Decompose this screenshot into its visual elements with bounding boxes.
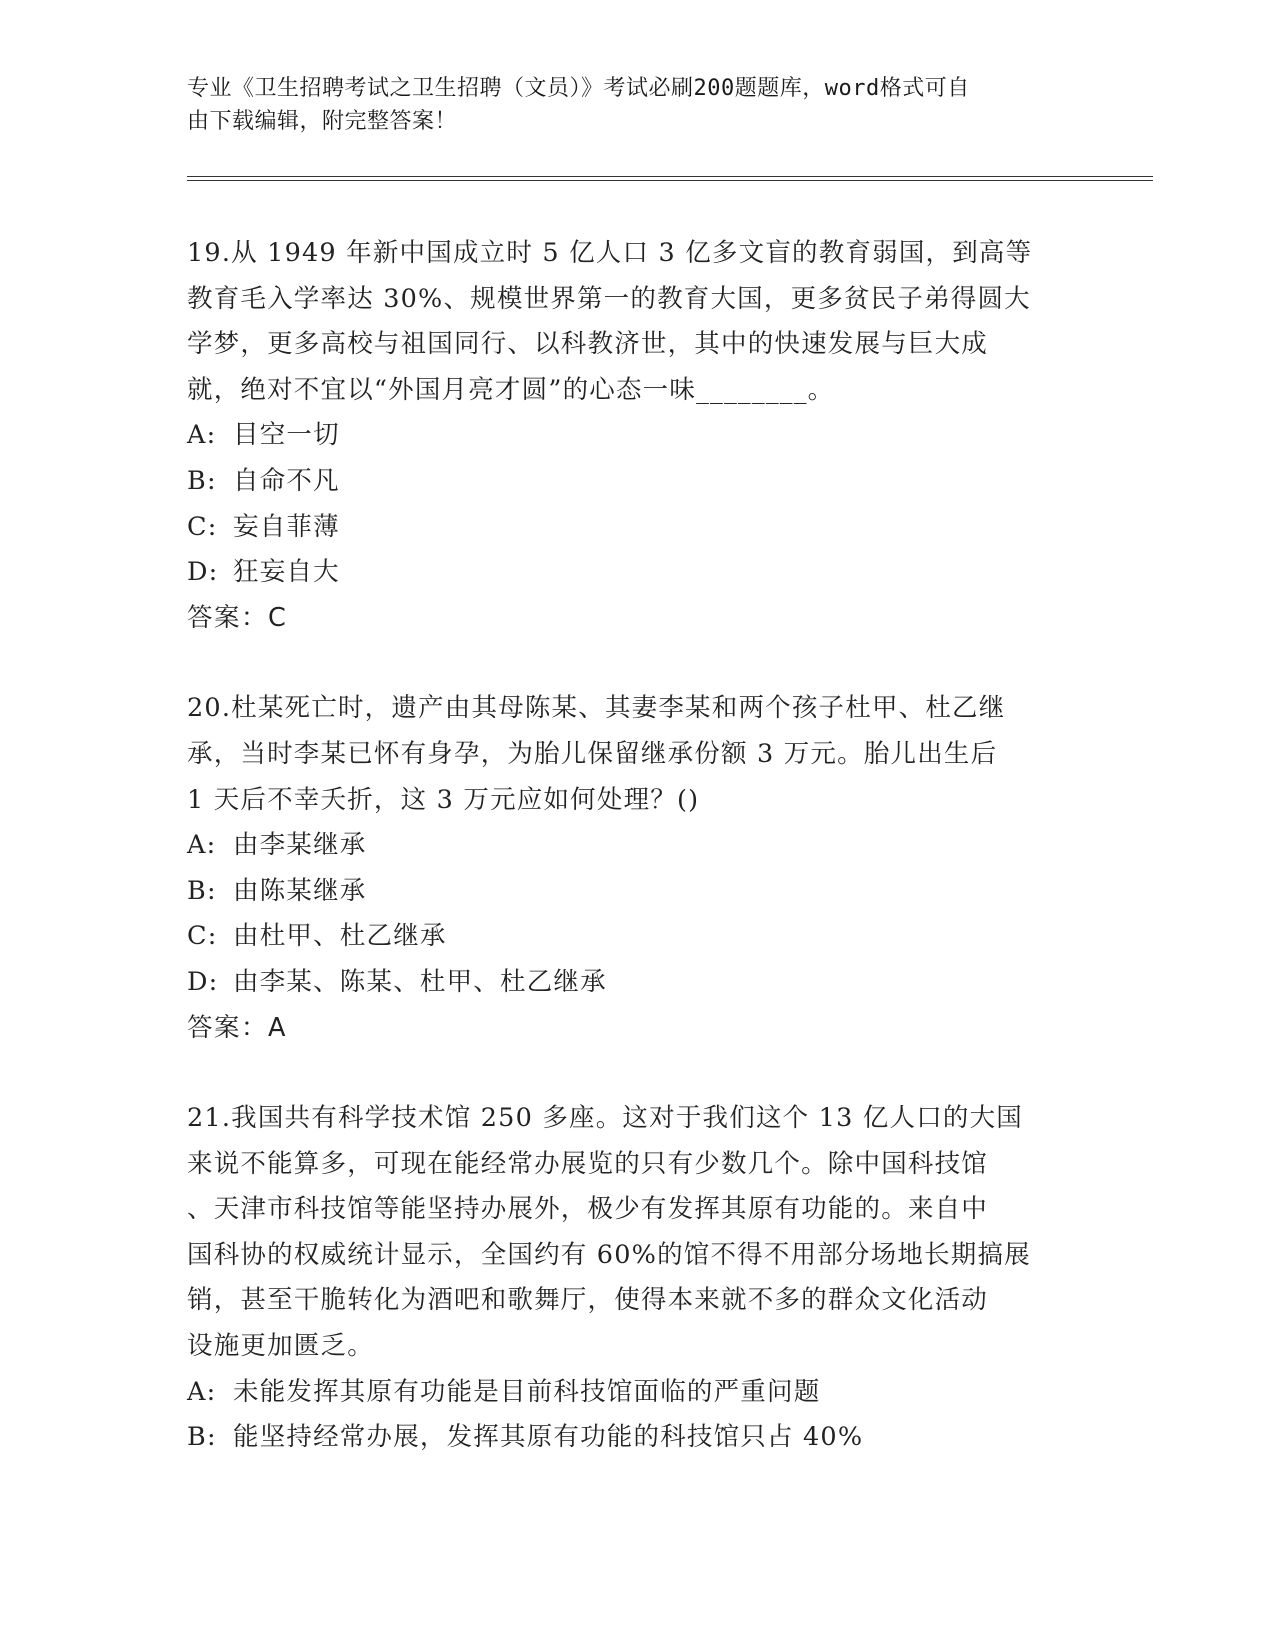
- question-stem-line: 承，当时李某已怀有身孕，为胎儿保留继承份额 3 万元。胎儿出生后: [187, 738, 998, 769]
- question-stem-line: 销，甚至干脆转化为酒吧和歌舞厅，使得本来就不多的群众文化活动: [187, 1285, 989, 1316]
- option-d: [187, 960, 1087, 1006]
- question-19: [187, 231, 1087, 641]
- option-key: D:: [187, 557, 219, 588]
- option-text: 目空一切: [233, 420, 340, 451]
- option-text: 由李某继承: [233, 830, 367, 861]
- option-a: [187, 413, 1087, 459]
- question-stem-line: 1 天后不幸夭折，这 3 万元应如何处理？(): [187, 784, 700, 815]
- option-text: 能坚持经常办展，发挥其原有功能的科技馆只占 40%: [233, 1422, 864, 1453]
- option-d: [187, 550, 1087, 596]
- question-stem-line: 学梦，更多高校与祖国同行、以科教济世，其中的快速发展与巨大成: [187, 329, 989, 360]
- header-divider: [187, 176, 1153, 181]
- option-b: [187, 1415, 1087, 1461]
- document-header: [187, 72, 1067, 138]
- option-key: A:: [187, 420, 217, 451]
- option-key: D:: [187, 966, 219, 997]
- option-a: [187, 1370, 1087, 1416]
- option-text: 由李某、陈某、杜甲、杜乙继承: [233, 966, 607, 997]
- option-b: [187, 459, 1087, 505]
- option-text: 妄自菲薄: [233, 511, 340, 542]
- option-key: C:: [187, 511, 218, 542]
- header-line-1: 专业《卫生招聘考试之卫生招聘（文员）》考试必刷200题题库，word格式可自: [187, 76, 970, 101]
- option-key: B:: [187, 465, 217, 496]
- answer-label: 答案：A: [187, 1012, 287, 1043]
- question-list: [187, 231, 1087, 1506]
- question-21: [187, 1096, 1087, 1461]
- option-key: A:: [187, 830, 217, 861]
- option-text: 由杜甲、杜乙继承: [233, 921, 447, 952]
- option-c: [187, 505, 1087, 551]
- option-key: A:: [187, 1376, 217, 1407]
- option-text: 未能发挥其原有功能是目前科技馆面临的严重问题: [233, 1376, 821, 1407]
- question-stem-line: 就，绝对不宜以“外国月亮才圆”的心态一味________。: [187, 374, 835, 405]
- question-stem-line: 教育毛入学率达 30%、规模世界第一的教育大国，更多贫民子弟得圆大: [187, 283, 1031, 314]
- question-stem-line: 19.从 1949 年新中国成立时 5 亿人口 3 亿多文盲的教育弱国，到高等: [187, 238, 1033, 268]
- question-stem-line: 国科协的权威统计显示，全国约有 60%的馆不得不用部分场地长期搞展: [187, 1239, 1031, 1270]
- option-key: B:: [187, 875, 217, 906]
- question-stem-line: 来说不能算多，可现在能经常办展览的只有少数几个。除中国科技馆: [187, 1148, 989, 1179]
- question-stem-line: 、天津市科技馆等能坚持办展外，极少有发挥其原有功能的。来自中: [187, 1194, 989, 1225]
- question-stem-line: 20.杜某死亡时，遗产由其母陈某、其妻李某和两个孩子杜甲、杜乙继: [187, 693, 1006, 724]
- question-stem-line: 21.我国共有科学技术馆 250 多座。这对于我们这个 13 亿人口的大国: [187, 1103, 1023, 1134]
- question-stem-line: 设施更加匮乏。: [187, 1331, 374, 1362]
- option-c: [187, 914, 1087, 960]
- option-text: 自命不凡: [233, 465, 340, 496]
- option-b: [187, 869, 1087, 915]
- answer-label: 答案：C: [187, 602, 288, 633]
- header-line-2: 由下载编辑，附完整答案！: [187, 109, 458, 134]
- option-text: 由陈某继承: [233, 875, 367, 906]
- question-20: [187, 686, 1087, 1051]
- option-key: B:: [187, 1422, 217, 1453]
- option-key: C:: [187, 921, 218, 952]
- option-a: [187, 823, 1087, 869]
- option-text: 狂妄自大: [233, 557, 340, 588]
